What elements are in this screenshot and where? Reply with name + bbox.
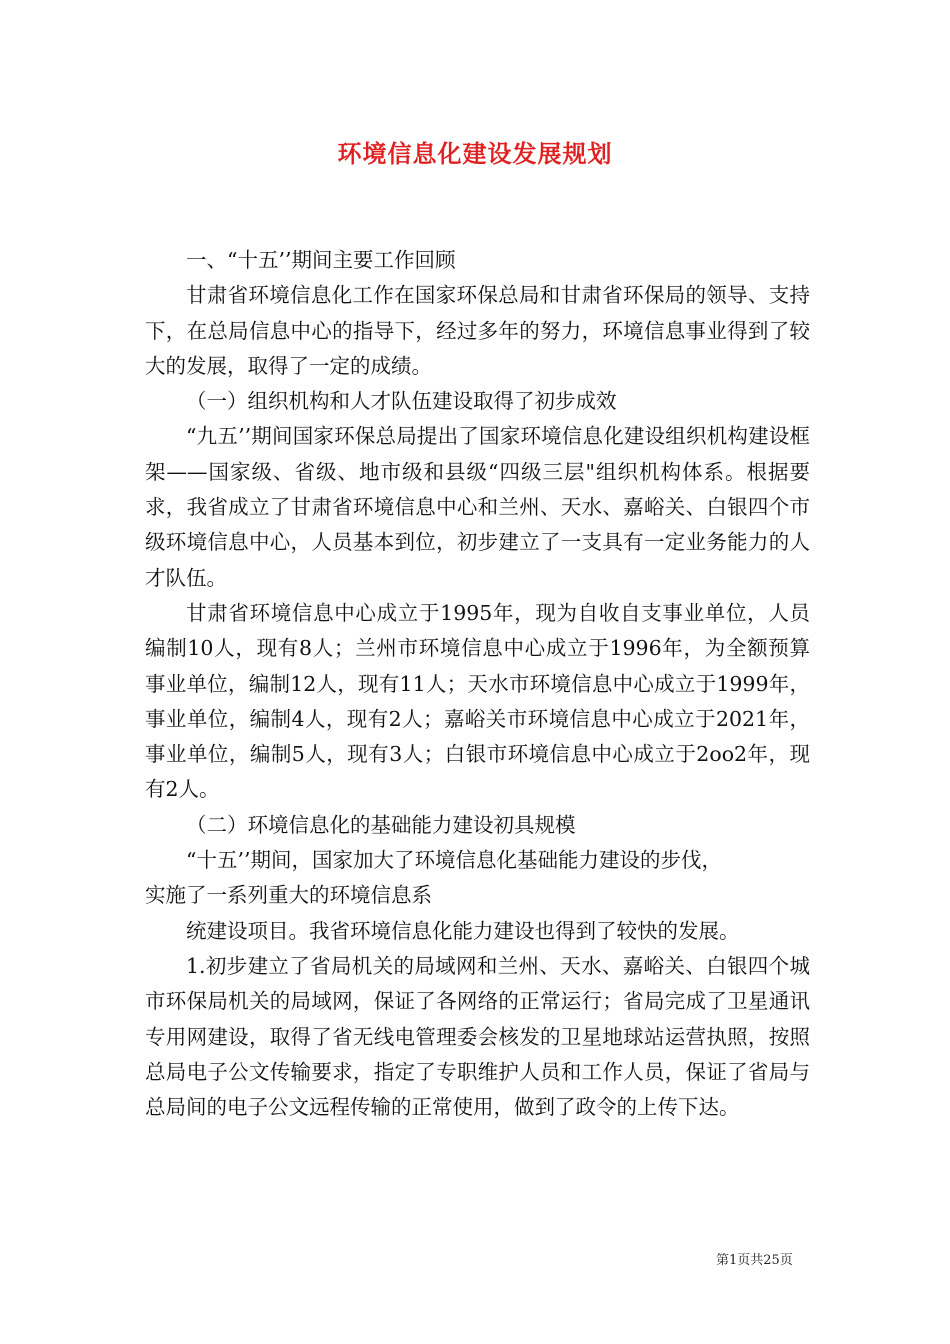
paragraph: 甘肃省环境信息中心成立于1995年，现为自收自支事业单位，人员编制10人，现有8人；兰州市环境信息中心成立于1996年，为全额预算事业单位，编制12人，现有11人；天水市环境信息中心成立于1999年，事业单位，编制4人，现有2人；嘉峪关市环境信息中心成立于2021年，事业单位，编制5人，现有3人；白银市环境信息中心成立于2oo2年，现有2人。 xyxy=(145,600,810,802)
section-heading-1: 一、“十五’’期间主要工作回顾 xyxy=(186,248,456,272)
paragraph: “九五’’期间国家环保总局提出了国家环境信息化建设组织机构建设框架——国家级、省级、地市级和县级“四级三层"组织机构体系。根据要求，我省成立了甘肃省环境信息中心和兰州、天水、嘉峪关、白银四个市级环境信息中心，人员基本到位，初步建立了一支具有一定业务能力的人才队伍。 xyxy=(145,424,810,590)
subsection-heading-2: （二）环境信息化的基础能力建设初具规模 xyxy=(186,812,576,837)
paragraph: 统建设项目。我省环境信息化能力建设也得到了较快的发展。 xyxy=(186,918,740,943)
document-body xyxy=(145,243,810,1125)
paragraph: 甘肃省环境信息化工作在国家环保总局和甘肃省环保局的领导、支持下，在总局信息中心的指导下，经过多年的努力，环境信息事业得到了较大的发展，取得了一定的成绩。 xyxy=(145,283,810,378)
paragraph: 1.初步建立了省局机关的局域网和兰州、天水、嘉峪关、白银四个城市环保局机关的局域网，保证了各网络的正常运行；省局完成了卫星通讯专用网建设，取得了省无线电管理委会核发的卫星地球站运营执照，按照总局电子公文传输要求，指定了专职维护人员和工作人员，保证了省局与总局间的电子公文远程传输的正常使用，做到了政令的上传下达。 xyxy=(145,953,810,1120)
page-number: 第1页共25页 xyxy=(716,1253,793,1268)
document-title: 环境信息化建设发展规划 xyxy=(337,139,613,168)
paragraph: “十五’’期间，国家加大了环境信息化基础能力建设的步伐， xyxy=(186,848,723,873)
paragraph-continuation: 实施了一系列重大的环境信息系 xyxy=(145,883,432,908)
subsection-heading-1: （一）组织机构和人才队伍建设取得了初步成效 xyxy=(186,389,617,414)
